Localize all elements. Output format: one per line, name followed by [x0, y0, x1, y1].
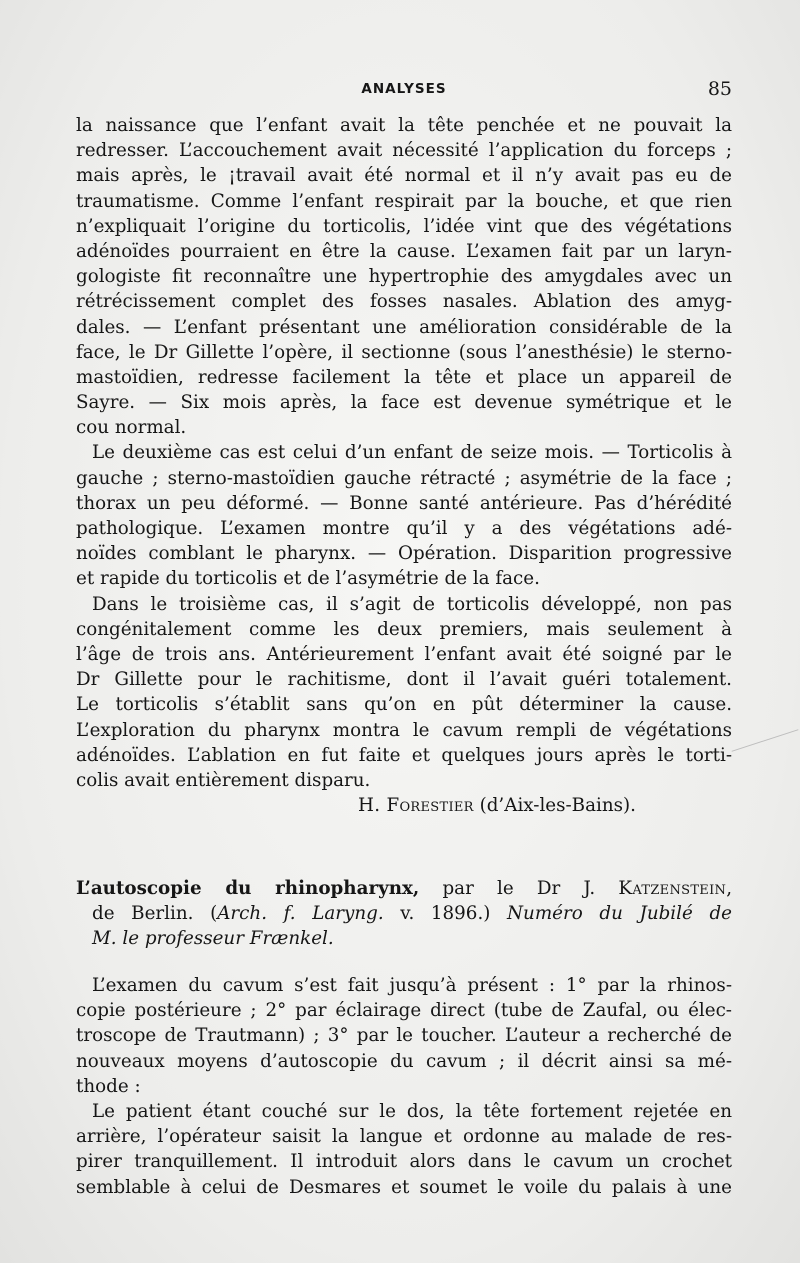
review-source-line-2 [76, 926, 732, 951]
review-katzenstein-body [76, 973, 732, 1200]
text-line: mais après, le ¡travail avait été normal et il n’y avait pas eu de [76, 165, 732, 187]
review-katzenstein-heading [76, 876, 732, 952]
review-title-comma: , [726, 878, 733, 899]
text-line: pathologique. L’examen montre qu’il y a des végétations adé- [76, 518, 732, 539]
text-line: thorax un peu déformé. — Bonne santé antérieure. Pas d’hérédité [76, 492, 732, 514]
text-line: gologiste fit reconnaître une hypertrophie des amygdales avec un [76, 266, 732, 288]
text-line: arrière, l’opérateur saisit la langue et ordonne au malade de res- [76, 1126, 732, 1148]
page-header [76, 78, 732, 102]
review-source-line [76, 901, 732, 926]
signature-place: (d’Aix-les-Bains). [479, 795, 636, 817]
text-line: redresser. L’accouchement avait nécessité l’application du forceps ; [76, 140, 732, 162]
text-line: gauche ; sterno-mastoïdien gauche rétracté ; asymétrie de la face ; [76, 467, 732, 489]
signature-name: H. Forestier [358, 795, 474, 817]
text-line: adénoïdes. L’ablation en fut faite et quelques jours après le torti- [76, 744, 732, 766]
text-line: dales. — L’enfant présentant une amélioration considérable de la [76, 316, 732, 338]
source-volume: v. 1896.) [383, 903, 508, 925]
text-line: adénoïdes pourraient en être la cause. L’examen fait par un laryn- [76, 240, 732, 262]
text-line: la naissance que l’enfant avait la tête penchée et ne pouvait la [76, 115, 732, 136]
text-line: l’âge de trois ans. Antérieurement l’enfant avait été soigné par le [76, 643, 732, 665]
text-line: Le patient étant couché sur le dos, la tête fortement rejetée en [92, 1100, 732, 1122]
text-line: Dans le troisième cas, il s’agit de torticolis développé, non pas [92, 593, 732, 615]
source-issue-cont: M. le professeur Frænkel. [92, 928, 334, 950]
review-title-by: par le Dr J. [419, 878, 619, 899]
text-line: cou normal. [76, 417, 187, 439]
source-city: de Berlin. ( [92, 903, 218, 925]
text-line: traumatisme. Comme l’enfant respirait par la bouche, et que rien [76, 190, 732, 212]
paper-mark [732, 729, 799, 752]
signature [76, 793, 732, 818]
page-number: 85 [707, 78, 732, 100]
text-line: copie postérieure ; 2° par éclairage direct (tube de Zaufal, ou élec- [76, 1000, 732, 1022]
review-title-line [76, 876, 732, 901]
text-line: mastoïdien, redresse facilement la tête et place un appareil de [76, 366, 732, 388]
text-line: colis avait entièrement disparu. [76, 769, 371, 791]
text-line: Dr Gillette pour le rachitisme, dont il l’avait guéri totalement. [76, 669, 732, 691]
text-line: Sayre. — Six mois après, la face est devenue symétrique et le [76, 392, 732, 414]
text-line: nouveaux moyens d’autoscopie du cavum ; il décrit ainsi sa mé- [76, 1050, 732, 1072]
review-author: Katzenstein [618, 878, 727, 899]
text-line: pirer tranquillement. Il introduit alors dans le cavum un crochet [76, 1151, 732, 1173]
text-line: n’expliquait l’origine du torticolis, l’idée vint que des végétations [76, 215, 732, 237]
text-line: noïdes comblant le pharynx. — Opération. Disparition progressive [76, 543, 732, 565]
source-issue: Numéro du Jubilé de [507, 903, 732, 925]
text-line: et rapide du torticolis et de l’asymétrie de la face. [76, 568, 540, 590]
review-title: L’autoscopie du rhinopharynx, [76, 878, 420, 899]
text-line: troscope de Trautmann) ; 3° par le toucher. L’auteur a recherché de [76, 1025, 732, 1047]
text-line: thode : [76, 1075, 141, 1097]
text-line: rétrécissement complet des fosses nasales. Ablation des amyg- [76, 291, 732, 313]
text-line: Le torticolis s’établit sans qu’on en pût déterminer la cause. [76, 694, 732, 716]
running-head: ANALYSES [361, 81, 447, 97]
text-line: L’examen du cavum s’est fait jusqu’à présent : 1° par la rhinos- [92, 975, 732, 996]
text-line: Le deuxième cas est celui d’un enfant de seize mois. — Torticolis à [92, 442, 732, 464]
text-line: semblable à celui de Desmares et soumet le voile du palais à une [76, 1176, 732, 1198]
text-line: face, le Dr Gillette l’opère, il sectionne (sous l’anesthésie) le sterno- [76, 341, 732, 363]
text-line: congénitalement comme les deux premiers, mais seulement à [76, 618, 732, 640]
source-journal: Arch. f. Laryng. [217, 903, 384, 925]
text-line: L’exploration du pharynx montra le cavum rempli de végétations [76, 719, 732, 741]
review-forestier [76, 113, 732, 818]
